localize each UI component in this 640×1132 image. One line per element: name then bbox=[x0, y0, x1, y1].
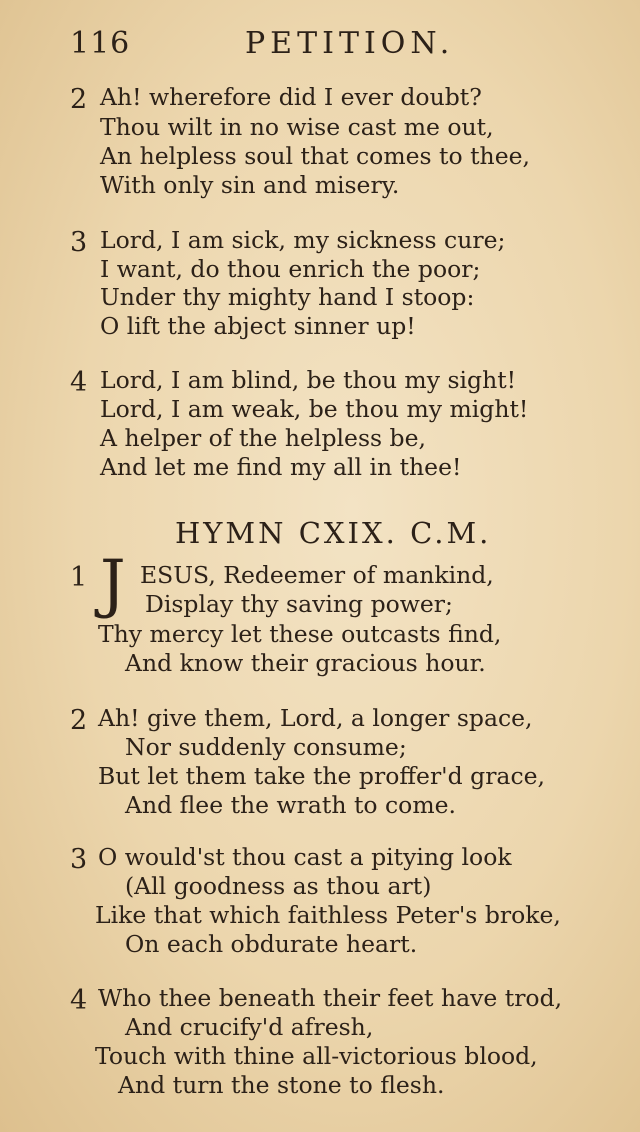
verse-line: With only sin and misery. bbox=[100, 171, 400, 199]
verse-line: A helper of the helpless be, bbox=[100, 424, 426, 452]
verse-line: But let them take the proffer'd grace, bbox=[98, 762, 545, 790]
verse-line: On each obdurate heart. bbox=[125, 930, 418, 958]
verse-line: Lord, I am sick, my sickness cure; bbox=[100, 226, 506, 254]
verse-line: Who thee beneath their feet have trod, bbox=[98, 984, 563, 1012]
verse-line: And know their gracious hour. bbox=[125, 649, 486, 677]
stanza-number: 1 bbox=[70, 562, 88, 593]
verse-line: Ah! wherefore did I ever doubt? bbox=[100, 83, 482, 111]
verse-line: Thou wilt in no wise cast me out, bbox=[100, 113, 494, 141]
verse-line: I want, do thou enrich the poor; bbox=[100, 255, 481, 283]
stanza-number: 4 bbox=[70, 985, 88, 1016]
verse-line: O lift the abject sinner up! bbox=[100, 312, 416, 340]
drop-cap: J bbox=[100, 547, 126, 621]
verse-line: And let me find my all in thee! bbox=[100, 453, 462, 481]
page-header bbox=[0, 24, 640, 64]
verse-line: O would'st thou cast a pitying look bbox=[98, 843, 512, 871]
verse-line: And crucify'd afresh, bbox=[125, 1013, 374, 1041]
stanza-number: 2 bbox=[70, 84, 88, 115]
stanza-number: 2 bbox=[70, 705, 88, 736]
verse-line: An helpless soul that comes to thee, bbox=[100, 142, 530, 170]
verse-line: Lord, I am weak, be thou my might! bbox=[100, 395, 529, 423]
verse-line: ESUS, Redeemer of mankind, bbox=[140, 561, 494, 589]
verse-line: Thy mercy let these outcasts find, bbox=[98, 620, 502, 648]
verse-line: (All goodness as thou art) bbox=[125, 872, 432, 900]
page-number: 116 bbox=[70, 26, 131, 61]
stanza-number: 4 bbox=[70, 367, 88, 398]
verse-line: Under thy mighty hand I stoop: bbox=[100, 283, 475, 311]
verse-line: Touch with thine all-victorious blood, bbox=[95, 1042, 538, 1070]
running-title: PETITION. bbox=[245, 26, 455, 61]
verse-line: Lord, I am blind, be thou my sight! bbox=[100, 366, 517, 394]
verse-line: Ah! give them, Lord, a longer space, bbox=[98, 704, 533, 732]
verse-line: And flee the wrath to come. bbox=[125, 791, 456, 819]
stanza-number: 3 bbox=[70, 844, 88, 875]
verse-line: Like that which faithless Peter's broke, bbox=[95, 901, 561, 929]
stanza-number: 3 bbox=[70, 227, 88, 258]
verse-line: Display thy saving power; bbox=[145, 590, 453, 618]
hymn-title: HYMN CXIX. C.M. bbox=[175, 516, 492, 550]
verse-line: Nor suddenly consume; bbox=[125, 733, 407, 761]
verse-line: And turn the stone to flesh. bbox=[118, 1071, 445, 1099]
